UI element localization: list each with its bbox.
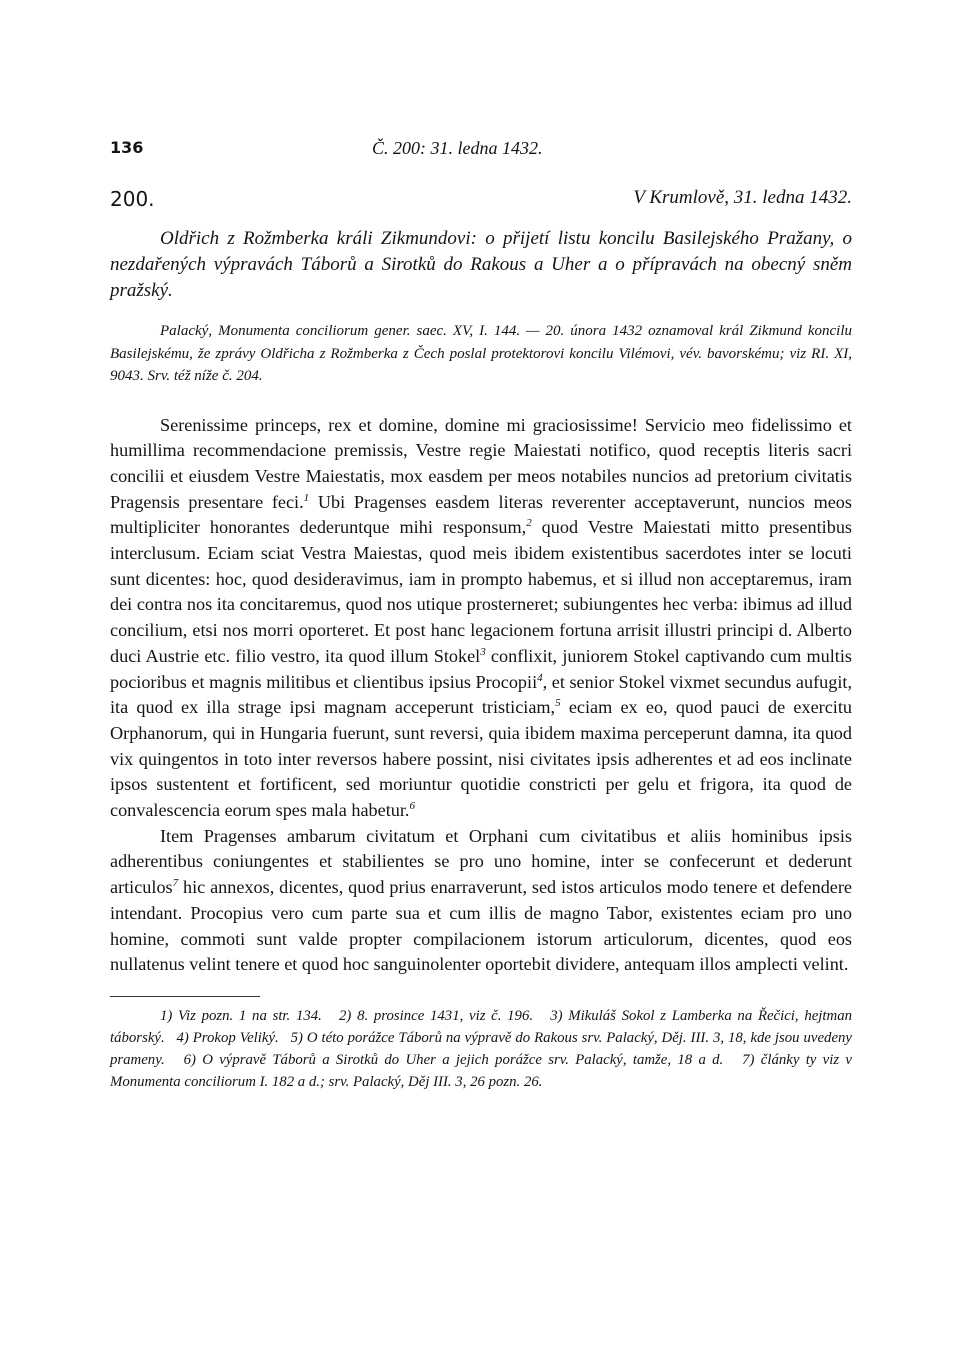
text-run: hic annexos, dicentes, quod prius enarraverunt, sed istos articulos modo tenere et defendere intendant. Procopius vero cum parte sua et cum illis de magno Tabor, existentes eciam pro uno homine, commoti sunt valde propter compilacionem istorum articulorum, dicentes, quod eos nullatenus velint tenere et quod hoc sanguinolenter oportebit dividere, antequam illos amplecti velint. [110,877,852,975]
footnote-4: 4) Prokop Veliký. [176,1029,279,1046]
text-run: Ubi Pragenses easdem literas reverenter acceptaverunt, nuncios meos multipliciter honorantes dederuntque mihi responsum, [110,491,852,538]
text-run: quod Vestre Maiestati mitto presentibus interclusum. Eciam sciat Vestra Maiestas, quod meis ibidem existentibus sacerdotes inter se locuti sunt dicentes: hoc, quod desideravimus, iam in prompto habemus, et si illud non acceptaremus, iram dei contra nos ita concitaremus, quod nos utique prosterneret; subiungentes hec verba: ibimus ad illud concilium, etsi nos morri oporteret. Et post hanc legacionem fortuna arrisit illustri principi d. Alberto duci Austrie etc. filio vestro, ita quod illum Stokel [110,517,852,666]
document-number: 200. [110,187,155,211]
footnote-1: 1) Viz pozn. 1 na str. 134. [160,1007,322,1024]
text-run: Serenissime princeps, rex et domine, domine mi graciosissime! Servicio meo fidelissimo et humillima recommendacione premissis, Vestre regie Maiestati notifico, quod receptis literis sacri concilii et eiusdem Vestre Maiestatis, mox easdem per meos notabiles nuncios ad pretorium civitatis Pragensis presentare feci. [110,414,852,512]
footnotes [110,1005,852,1093]
body-paragraph-2 [110,824,852,978]
document-heading [110,187,852,217]
footnote-ref-1: 1 [303,491,310,504]
page-number: 136 [110,138,144,157]
text-run: , et senior Stokel vixmet secundus aufugit, ita quod ex illa strage ipsi magnam acceperunt tristiciam, [110,671,852,718]
footnote-ref-2: 2 [526,517,532,530]
place-date: V Krumlově, 31. ledna 1432. [633,187,852,208]
footnote-2: 2) 8. prosince 1431, viz č. 196. [339,1007,534,1024]
footnote-3: 3) Mikuláš Sokol z Lamberka na Řečici, hejtman táborský. [110,1007,852,1046]
text-run: conflixit, juniorem Stokel captivando cum multis pocioribus et magnis militibus et clientibus ipsius Procopii [110,645,852,692]
source-note: Palacký, Monumenta conciliorum gener. saec. XV, I. 144. — 20. února 1432 oznamoval král Zikmund koncilu Basilejskému, že zprávy Oldřicha z Rožmberka z Čech poslal protektorovi koncilu Vilémovi, vév. bavorskému; viz RI. XI, 9043. Srv. též níže č. 204. [110,323,852,384]
text-run: Item Pragenses ambarum civitatum et Orphani cum civitatibus et aliis hominibus ipsis adherentibus coniungentes et stabilientes se pro uno homine, inter se confecerunt et dederunt articulos [110,825,852,898]
regest: Oldřich z Rožmberka králi Zikmundovi: o přijetí listu koncilu Basilejského Pražany, o nezdařených výpravách Táborů a Sirotků do Rakous a Uher a o přípravách na obecný sněm pražský. [110,228,852,301]
footnote-6: 6) O výpravě Táborů a Sirotků do Uher a jejich porážce srv. Palacký, tamže, 18 a d. [183,1051,724,1068]
running-head [110,138,852,164]
page [110,138,852,1093]
footnote-ref-4: 4 [537,671,543,684]
footnote-rule [110,996,260,997]
footnote-ref-5: 5 [555,697,561,710]
text-run: eciam ex eo, quod pauci de exercitu Orphanorum, qui in Hungaria fuerunt, sunt reversi, quia ibidem maxima perceperunt damna, ita quod vix quingentos in toto inter reversos habere possint, nisi civitates ipsis adherentes et ad eos inclinate ipsos sustentent et fortificent, sed moriuntur quotidie constricti per gelu et frigora, ita quod de convalescencia eorum spes mala habetur. [110,697,852,821]
running-title: Č. 200: 31. ledna 1432. [372,138,543,158]
footnote-5: 5) O této porážce Táborů na výpravě do Rakous srv. Palacký, Děj. III. 3, 18, kde jsou uvedeny prameny. [110,1029,852,1068]
footnote-ref-3: 3 [480,645,486,658]
footnote-ref-6: 6 [409,800,415,813]
footnote-7: 7) články ty viz v Monumenta conciliorum I. 182 a d.; srv. Palacký, Děj III. 3, 26 pozn. 26. [110,1051,852,1090]
body-paragraph-1 [110,413,852,824]
footnote-ref-7: 7 [172,877,179,890]
